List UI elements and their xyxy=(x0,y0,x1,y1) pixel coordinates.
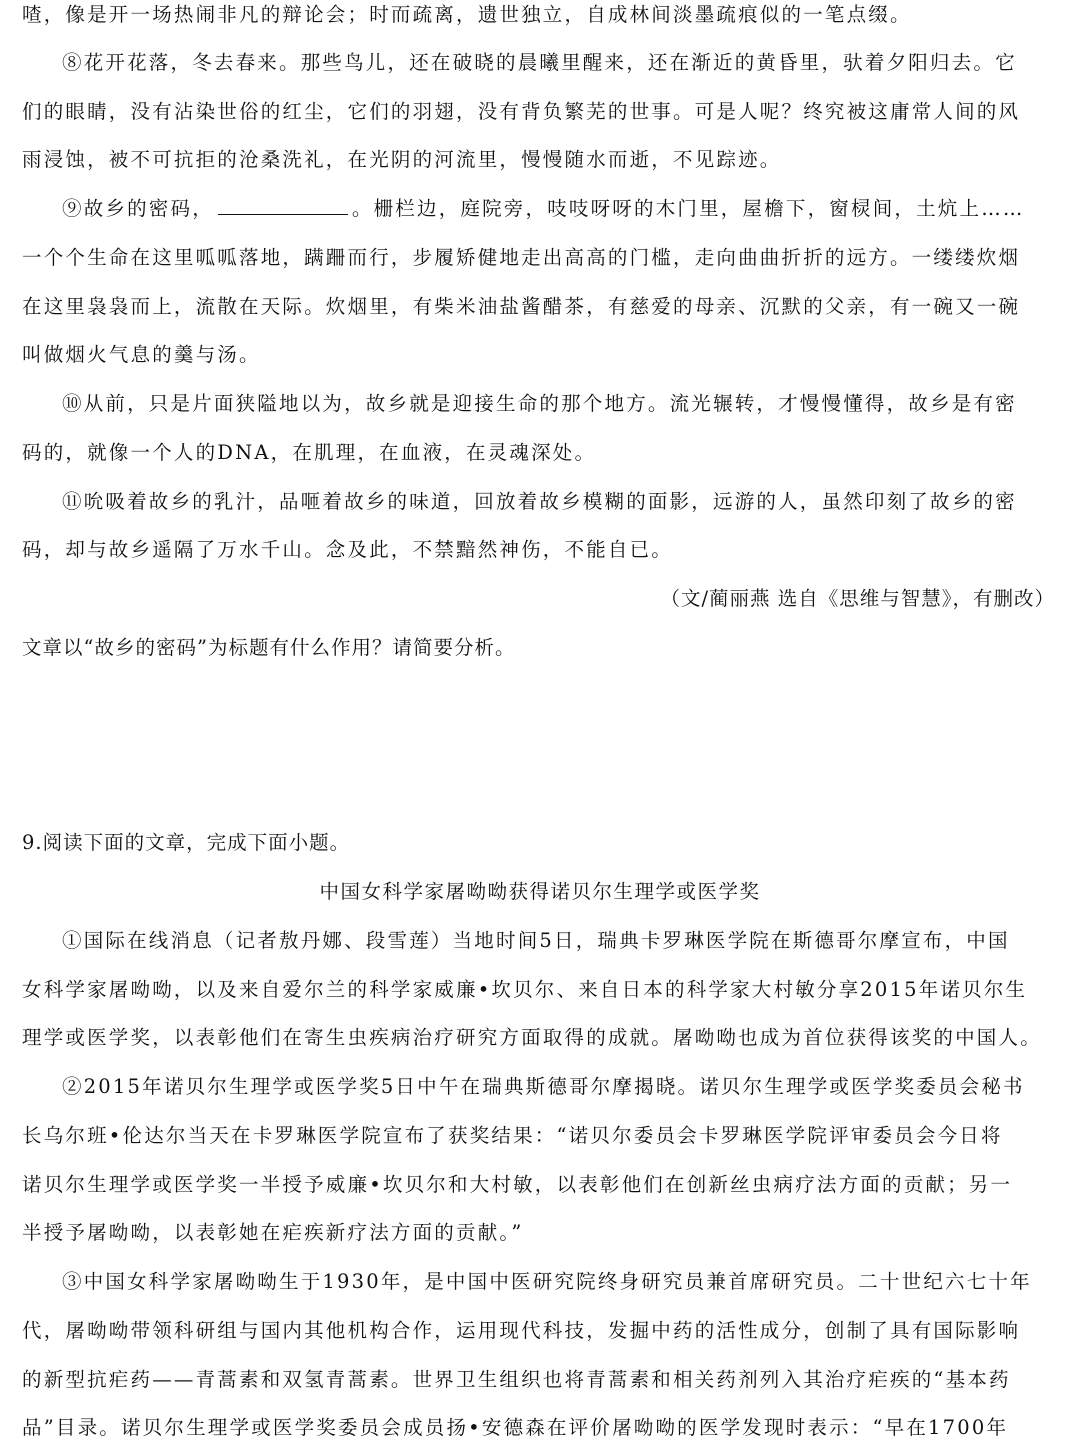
paragraph-9-line: 在这里袅袅而上，流散在天际。炊烟里，有柴米油盐酱醋茶，有慈爱的母亲、沉默的父亲，有一碗又一碗 xyxy=(22,295,1021,318)
fill-in-blank[interactable] xyxy=(218,213,348,215)
article-paragraph-2-line: 诺贝尔生理学或医学奖一半授予威廉•坎贝尔和大村敏，以表彰他们在创新丝虫病疗法方面的贡献；另一 xyxy=(22,1173,1013,1196)
paragraph-9-rest: 。栅栏边，庭院旁，吱吱呀呀的木门里，屋檐下，窗棂间，土炕上…… xyxy=(351,197,1025,220)
article-paragraph-1-line: 女科学家屠呦呦，以及来自爱尔兰的科学家威廉•坎贝尔、来自日本的科学家大村敏分享2015年诺贝尔生 xyxy=(22,978,1028,1001)
paragraph-11-line: 码，却与故乡遥隔了万水千山。念及此，不禁黯然神伤，不能自已。 xyxy=(22,538,674,561)
paragraph-10-line: 码的，就像一个人的DNA，在肌理，在血液，在灵魂深处。 xyxy=(22,441,597,464)
paragraph-9-first-line xyxy=(62,199,1058,219)
article-paragraph-1-line: 理学或医学奖，以表彰他们在寄生虫疾病治疗研究方面取得的成就。屠呦呦也成为首位获得该奖的中国人。 xyxy=(22,1026,1042,1049)
article-paragraph-3-line: 品”目录。诺贝尔生理学或医学奖委员会成员扬•安德森在评价屠呦呦的医学发现时表示：“早在1700年 xyxy=(22,1416,1009,1439)
article-paragraph-2-line: ②2015年诺贝尔生理学或医学奖5日中午在瑞典斯德哥尔摩揭晓。诺贝尔生理学或医学奖委员会秘书 xyxy=(62,1075,1025,1098)
paragraph-9-start: ⑨故乡的密码， xyxy=(62,197,214,220)
paragraph-10-line: ⑩从前，只是片面狭隘地以为，故乡就是迎接生命的那个地方。流光辗转，才慢慢懂得，故乡是有密 xyxy=(62,392,1017,415)
article-paragraph-3-line: ③中国女科学家屠呦呦生于1930年，是中国中医研究院终身研究员兼首席研究员。二十世纪六七十年 xyxy=(62,1270,1032,1293)
paragraph-9-line: 叫做烟火气息的羹与汤。 xyxy=(22,343,261,366)
article-paragraph-3-line: 代，屠呦呦带领科研组与国内其他机构合作，运用现代科技，发掘中药的活性成分，创制了具有国际影响 xyxy=(22,1319,1021,1342)
question-text: 文章以“故乡的密码”为标题有什么作用？请简要分析。 xyxy=(22,636,516,659)
article-title: 中国女科学家屠呦呦获得诺贝尔生理学或医学奖 xyxy=(319,880,761,903)
paragraph-8-line: 们的眼睛，没有沾染世俗的红尘，它们的羽翅，没有背负繁芜的世事。可是人呢？终究被这庸常人间的风 xyxy=(22,100,1021,123)
paragraph-8-line: ⑧花开花落，冬去春来。那些鸟儿，还在破晓的晨曦里醒来，还在渐近的黄昏里，驮着夕阳归去。它 xyxy=(62,51,1017,74)
source-citation: （文/蔺丽燕 选自《思维与智慧》，有删改） xyxy=(660,587,1055,610)
question-9-intro: 9.阅读下面的文章，完成下面小题。 xyxy=(22,831,351,854)
article-paragraph-2-line: 半授予屠呦呦，以表彰她在疟疾新疗法方面的贡献。” xyxy=(22,1221,524,1244)
paragraph-11-line: ⑪吮吸着故乡的乳汁，品咂着故乡的味道，回放着故乡模糊的面影，远游的人，虽然印刻了故乡的密 xyxy=(62,490,1017,513)
paragraph-7-tail: 喳，像是开一场热闹非凡的辩论会；时而疏离，遗世独立，自成林间淡墨疏痕似的一笔点缀。 xyxy=(22,3,912,26)
paragraph-8-line: 雨浸蚀，被不可抗拒的沧桑洗礼，在光阴的河流里，慢慢随水而逝，不见踪迹。 xyxy=(22,148,782,171)
article-paragraph-3-line: 的新型抗疟药——青蒿素和双氢青蒿素。世界卫生组织也将青蒿素和相关药剂列入其治疗疟疾的“基本药 xyxy=(22,1368,1011,1391)
article-paragraph-1-line: ①国际在线消息（记者敖丹娜、段雪莲）当地时间5日，瑞典卡罗琳医学院在斯德哥尔摩宣布，中国 xyxy=(62,929,1010,952)
paragraph-9-line: 一个个生命在这里呱呱落地，蹒跚而行，步履矫健地走出高高的门槛，走向曲曲折折的远方。一缕缕炊烟 xyxy=(22,246,1021,269)
article-paragraph-2-line: 长乌尔班•伦达尔当天在卡罗琳医学院宣布了获奖结果：“诺贝尔委员会卡罗琳医学院评审委员会今日将 xyxy=(22,1124,1003,1147)
